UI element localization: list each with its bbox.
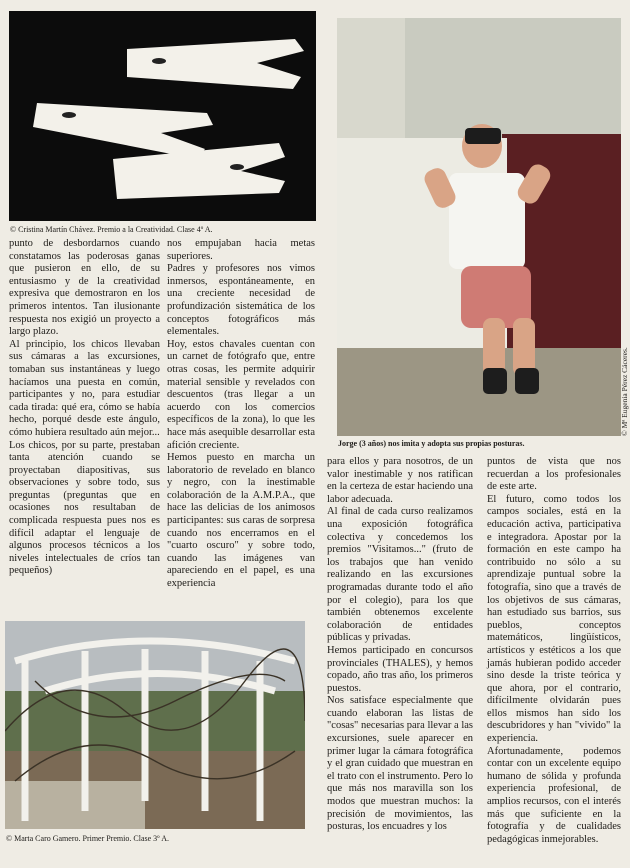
paragraph: nos empujaban hacia metas superiores. [167, 238, 315, 262]
paragraph: Padres y profesores nos vimos inmersos, espontáneamente, en una creciente necesidad de profundización sistemática de los conceptos fotográficos más elementales. [167, 263, 315, 338]
boy-photo-credit: © Mª Eugenia Pérez Cáceres. [620, 347, 629, 436]
boy-photo [337, 18, 621, 436]
text-column-3 [327, 456, 473, 834]
clothespins-caption: © Cristina Martín Chávez. Premio a la Creatividad. Clase 4º A. [10, 225, 213, 234]
paragraph: El futuro, como todos los campos sociales, está en la educación activa, participativa e integradora. Apostar por la formación en este campo ha contribuido no sólo a su aprendizaje puntual sobre la fotografía, sino que a través de los objetivos de sus cámaras, han estudiado sus barrios, sus pueblos, conceptos matemáticos, lingüísticos, artísticos y estéticos a los que jamás hubieran podido acceder sino desde la triste teórica y que ahora, por el contrario, difícilmente olvidarán pues ellos mismos han sido los descubridores y han "vivido" la experiencia. [487, 493, 621, 745]
paragraph: Los chicos, por su parte, prestaban tanta atención cuando se proyectaban diapositivas, sus observaciones y sobre todo, sus preguntas (preguntas que en ocasiones nos resultaban de complicada respuesta pues nos es difícil adaptar el lenguaje de algunos procesos técnicos a los niveles intelectuales de críos tan pequeños) [9, 439, 160, 577]
paragraph: Hemos puesto en marcha un laboratorio de revelado en blanco y negro, con la inestimable colaboración de la A.M.P.A., que hace las delicias de los animosos participantes: sus caras de sorpresa cuando nos encerramos en el "cuarto oscuro" y sobre todo, cuando las imágenes van apareciendo en el papel, es una experiencia [167, 452, 315, 590]
text-column-4 [487, 456, 621, 846]
garden-caption: © Marta Caro Gamero. Primer Premio. Clase 3º A. [6, 834, 169, 843]
text-column-1 [9, 238, 160, 578]
garden-photo [5, 621, 305, 829]
paragraph: punto de desbordarnos cuando constatamos las poderosas ganas que pusieron en ello, de su entusiasmo y de la creatividad expresiva que demostraron en los primeros intentos. Tan ilusionante respuesta nos exigió un proyecto a largo plazo. [9, 238, 160, 338]
paragraph: Nos satisface especialmente que cuando elaboran las listas de "cosas" necesarias para llevar a las excursiones, suele aparecer en primer lugar la cámara fotográfica y el gran cuidado que muestran en el trato con el instrumento. Pero lo que más nos maravilla son los modos que muestran muchos: la precisión de movimientos, las posturas, los encuadres y los [327, 695, 473, 833]
paragraph: para ellos y para nosotros, de un valor inestimable y nos ratifican en la certeza de estar haciendo una labor adecuada. [327, 456, 473, 505]
paragraph: Hoy, estos chavales cuentan con un carnet de fotógrafo que, entre otras cosas, les permite adquirir material sensible y revelados con descuentos (tras llegar a un acuerdo con los comercios específicos de la zona), lo que les hace más asequible desarrollar esta afición creciente. [167, 338, 315, 451]
boy-caption: Jorge (3 años) nos imita y adopta sus propias posturas. [338, 439, 525, 448]
paragraph: Al principio, los chicos llevaban sus cámaras a las excursiones, tomaban sus instantáneas y luego hacíamos una puesta en común, participantes y no, para estudiar cada tirada: qué era, cómo se había hecho, porqué desde este ángulo, cómo hubiera resultado aún mejor... [9, 338, 160, 438]
paragraph: puntos de vista que nos recuerdan a los profesionales de este arte. [487, 456, 621, 493]
paragraph: Afortunadamente, podemos contar con un excelente equipo humano de sólida y profunda experiencia profesional, de amplios recursos, con el interés más que suficiente en la fotografía y de cualidades pedagógicas inmejorables. [487, 745, 621, 845]
text-column-2 [167, 238, 315, 591]
clothespins-photo [9, 11, 316, 221]
paragraph: Hemos participado en concursos provinciales (THALES), y hemos copado, año tras año, los primeros puestos. [327, 644, 473, 694]
paragraph: Al final de cada curso realizamos una exposición fotográfica colectiva y concedemos los premios "Visitamos..." (fruto de los trabajos que han venido realizando en las excursiones programadas durante todo el año por el colegio), para los que también obtenemos excelente colaboración de entidades públicas y privadas. [327, 506, 473, 644]
